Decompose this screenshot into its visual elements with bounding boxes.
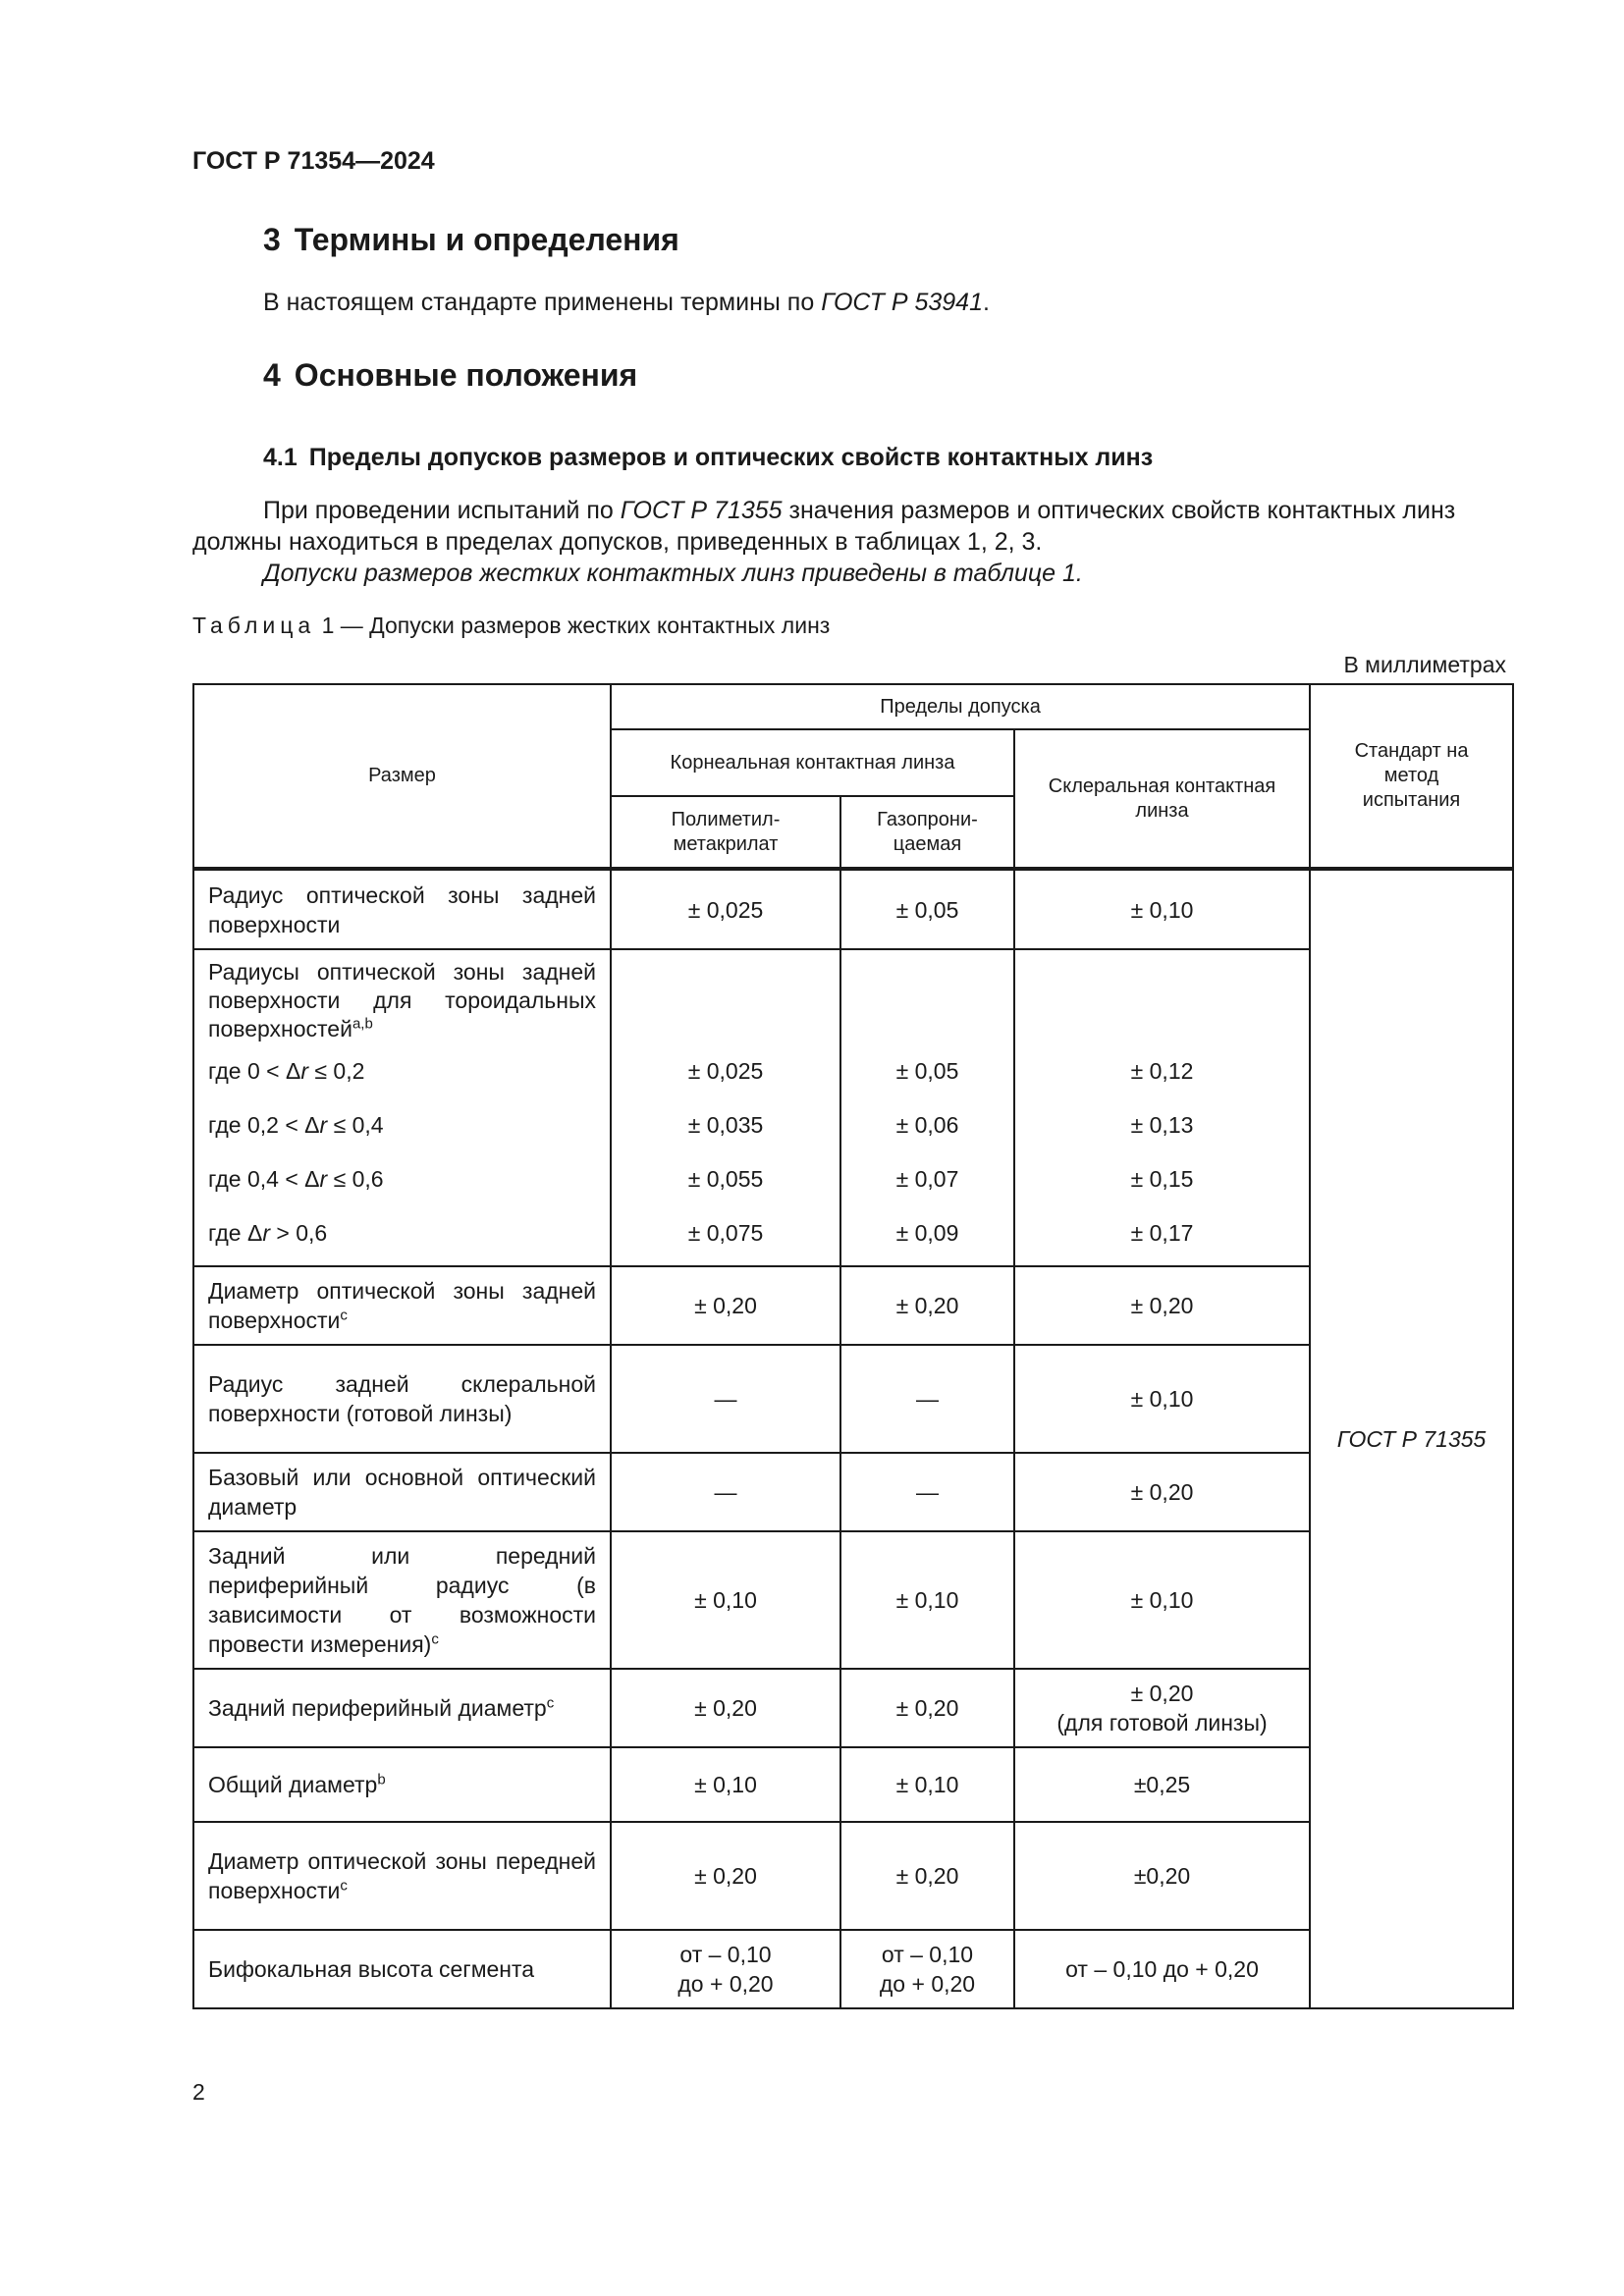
row-label: Задний или передний периферийный радиус (в зависимости от возможности провести измерения)$^c$ — [193, 1531, 611, 1669]
row-label: где 0,2 < Δr ≤ 0,4 — [193, 1097, 611, 1151]
paragraph-reference: ГОСТ Р 71355 — [620, 497, 783, 524]
section-4-heading — [263, 357, 637, 394]
header-pmma: Полиметил-метакрилат — [611, 796, 840, 869]
row-label: Радиусы оптической зоны задней поверхности для тороидальных поверхностей$^{a,b}$ — [193, 949, 611, 1043]
row-label: Диаметр оптической зоны передней поверхности$^c$ — [193, 1822, 611, 1930]
gas-permeable-value: ± 0,20 — [840, 1669, 1014, 1747]
section-4-1-paragraph — [192, 495, 1512, 558]
section-3-heading — [263, 222, 679, 258]
subsection-4-1-heading — [263, 444, 1153, 472]
scleral-value: ± 0,10 — [1014, 869, 1310, 949]
section-4-number: 4 — [263, 357, 281, 393]
gas-permeable-value: ± 0,10 — [840, 1747, 1014, 1822]
section-3-text: В настоящем стандарте применены термины по — [263, 289, 822, 316]
table-caption-title: 1 — Допуски размеров жестких контактных линз — [315, 613, 831, 638]
row-label: Радиус оптической зоны задней поверхности — [193, 869, 611, 949]
row-label: Общий диаметр$^b$ — [193, 1747, 611, 1822]
gas-permeable-value: ± 0,20 — [840, 1822, 1014, 1930]
section-3-reference: ГОСТ Р 53941 — [821, 289, 983, 316]
row-label: где 0,4 < Δr ≤ 0,6 — [193, 1151, 611, 1205]
header-tolerance-limits: Пределы допуска — [611, 684, 1310, 729]
pmma-value: ± 0,10 — [611, 1747, 840, 1822]
paragraph-text-end: значения размеров и оптических свойств контактных линз должны находиться в пределах допусков, приведенных в таблицах 1, 2, 3. — [192, 497, 1456, 556]
gas-permeable-value: ± 0,05 — [840, 869, 1014, 949]
footnote-mark: c — [546, 1694, 555, 1712]
row-label: где Δr > 0,6 — [193, 1205, 611, 1266]
pmma-value: от – 0,10 до + 0,20 — [611, 1930, 840, 2008]
gas-permeable-value: — — [840, 1345, 1014, 1453]
footnote-mark: c — [431, 1630, 439, 1648]
gas-permeable-value: — — [840, 1453, 1014, 1531]
pmma-value: ± 0,025 — [611, 869, 840, 949]
pmma-value: ± 0,025 — [611, 1043, 840, 1097]
table-units: В миллиметрах — [1343, 652, 1506, 677]
scleral-value: ± 0,10 — [1014, 1345, 1310, 1453]
table-caption-label: Таблица — [192, 613, 316, 638]
scleral-value: ± 0,20 — [1014, 1453, 1310, 1531]
gas-permeable-value: ± 0,20 — [840, 1266, 1014, 1345]
table-intro-paragraph — [263, 558, 1083, 589]
header-test-standard: Стандарт на метод испытания — [1310, 684, 1513, 869]
table-caption — [192, 613, 830, 639]
row-label: Бифокальная высота сегмента — [193, 1930, 611, 2008]
scleral-value: ± 0,17 — [1014, 1205, 1310, 1266]
row-label: где 0 < Δr ≤ 0,2 — [193, 1043, 611, 1097]
pmma-value: ± 0,075 — [611, 1205, 840, 1266]
subsection-4-1-number: 4.1 — [263, 444, 298, 471]
gas-permeable-value: от – 0,10 до + 0,20 — [840, 1930, 1014, 2008]
section-3-title: Термины и определения — [294, 222, 679, 257]
scleral-value: от – 0,10 до + 0,20 — [1014, 1930, 1310, 2008]
pmma-value: ± 0,20 — [611, 1822, 840, 1930]
scleral-value: ± 0,20 — [1014, 1266, 1310, 1345]
pmma-value: ± 0,20 — [611, 1669, 840, 1747]
paragraph-text: При проведении испытаний по — [263, 497, 621, 524]
pmma-value: — — [611, 1453, 840, 1531]
scleral-value: ± 0,15 — [1014, 1151, 1310, 1205]
scleral-value: ± 0,10 — [1014, 1531, 1310, 1669]
pmma-value: ± 0,055 — [611, 1151, 840, 1205]
row-label: Базовый или основной оптический диаметр — [193, 1453, 611, 1531]
table-intro-text: Допуски размеров жестких контактных линз приведены в таблице 1. — [263, 560, 1083, 587]
gas-permeable-value: ± 0,06 — [840, 1097, 1014, 1151]
scleral-value: ±0,20 — [1014, 1822, 1310, 1930]
section-4-title: Основные положения — [294, 357, 638, 393]
footnote-mark: a,b — [352, 1015, 373, 1033]
header-corneal-lens: Корнеальная контактная линза — [611, 729, 1014, 796]
row-label: Диаметр оптической зоны задней поверхности$^c$ — [193, 1266, 611, 1345]
gas-permeable-value: ± 0,05 — [840, 1043, 1014, 1097]
section-3-number: 3 — [263, 222, 281, 257]
pmma-value: ± 0,20 — [611, 1266, 840, 1345]
test-standard-value: ГОСТ Р 71355 — [1310, 869, 1513, 2008]
tolerance-table — [192, 683, 1514, 2009]
gas-permeable-value: ± 0,09 — [840, 1205, 1014, 1266]
section-3-text-end: . — [982, 289, 990, 316]
subsection-4-1-title: Пределы допусков размеров и оптических свойств контактных линз — [308, 444, 1154, 471]
footnote-mark: c — [340, 1877, 348, 1895]
pmma-value: — — [611, 1345, 840, 1453]
document-code: ГОСТ Р 71354—2024 — [192, 147, 435, 175]
scleral-value: ± 0,13 — [1014, 1097, 1310, 1151]
scleral-value: ± 0,20 (для готовой линзы) — [1014, 1669, 1310, 1747]
footnote-mark: b — [377, 1771, 386, 1789]
footnote-mark: c — [340, 1307, 348, 1324]
header-scleral-lens: Склеральная контактная линза — [1014, 729, 1310, 869]
gas-permeable-value: ± 0,10 — [840, 1531, 1014, 1669]
row-label: Радиус задней склеральной поверхности (готовой линзы) — [193, 1345, 611, 1453]
pmma-value: ± 0,10 — [611, 1531, 840, 1669]
row-label: Задний периферийный диаметр$^c$ — [193, 1669, 611, 1747]
header-gas-permeable: Газопрони-цаемая — [840, 796, 1014, 869]
scleral-value: ±0,25 — [1014, 1747, 1310, 1822]
page-number: 2 — [192, 2079, 205, 2105]
section-3-paragraph — [263, 287, 990, 318]
scleral-value: ± 0,12 — [1014, 1043, 1310, 1097]
header-size: Размер — [193, 684, 611, 869]
gas-permeable-value: ± 0,07 — [840, 1151, 1014, 1205]
table-row — [193, 869, 1513, 949]
pmma-value: ± 0,035 — [611, 1097, 840, 1151]
